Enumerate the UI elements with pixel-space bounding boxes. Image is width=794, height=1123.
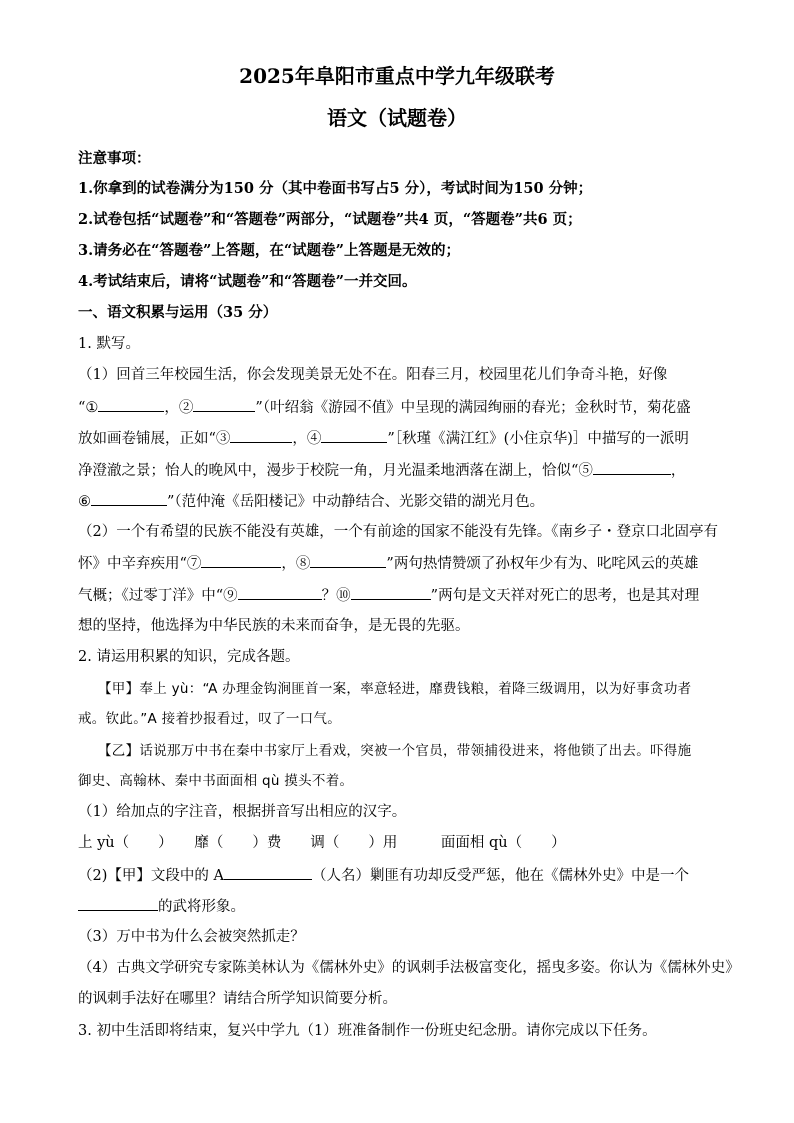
question-text: （1）回首三年校园生活，你会发现美景无处不在。阳春三月，校园里花儿们争奇斗艳，好像 xyxy=(78,367,668,383)
question-text xyxy=(78,397,718,418)
pinyin-answer-line[interactable]: 上 yù（ ） 靡（ ）费 调（ ）用 面面相 qù（ ） xyxy=(78,835,566,851)
answer-blank[interactable] xyxy=(230,428,292,443)
question-text xyxy=(78,585,718,606)
answer-blank[interactable] xyxy=(78,896,158,911)
notice-item: 4.考试结束后，请将“试题卷”和“答题卷”一并交回。 xyxy=(78,273,417,290)
text-segment: ， xyxy=(670,463,686,479)
answer-blank[interactable] xyxy=(593,460,671,475)
question-label: 1. 默写。 xyxy=(78,336,140,352)
text-segment: ，② xyxy=(164,400,194,416)
answer-blank[interactable] xyxy=(351,585,431,600)
question-text xyxy=(78,428,718,449)
notice-item: 3.请务必在“答题卷”上答题，在“试题卷”上答题是无效的； xyxy=(78,242,460,259)
answer-blank[interactable] xyxy=(98,397,164,412)
passage-jia: 【甲】奉上 yù：“A 办理金钩涧匪首一案，率意轻进，靡费钱粮，着降三级调用，以为好事贪功者 xyxy=(98,681,692,697)
text-segment: 气概；《过零丁洋》中“⑨ xyxy=(78,588,238,604)
question-text: （2）一个有希望的民族不能没有英雄，一个有前途的国家不能没有先锋。《南乡子・登京口北固亭有 xyxy=(78,524,718,540)
question-text xyxy=(78,491,718,512)
text-segment: ”［秋瑾《满江红》(小住京华)］中描写的一派明 xyxy=(387,431,689,447)
exam-subtitle: 语文（试题卷） xyxy=(327,106,467,130)
answer-blank[interactable] xyxy=(310,553,386,568)
text-segment: 怀》中辛弃疾用“⑦ xyxy=(78,556,202,572)
passage-yi: 御史、高翰林、秦中书面面相 qù 摸头不着。 xyxy=(78,773,354,789)
notice-item: 1.你拿到的试卷满分为150 分（其中卷面书写占5 分），考试时间为150 分钟； xyxy=(78,180,593,197)
passage-yi: 【乙】话说那万中书在秦中书家厅上看戏，突被一个官员，带领捕役进来，将他锁了出去。吓得施 xyxy=(98,743,692,759)
text-segment: 净澄澈之景；怡人的晚风中，漫步于校院一角，月光温柔地洒落在湖上，恰似“⑤ xyxy=(78,463,593,479)
text-segment: （2)【甲】文段中的 A xyxy=(78,868,224,884)
answer-blank[interactable] xyxy=(238,585,322,600)
question-text: 想的坚持，他选择为中华民族的未来而奋争，是无畏的先驱。 xyxy=(78,618,470,634)
text-segment: 的武将形象。 xyxy=(158,899,245,915)
question-text xyxy=(78,460,718,481)
answer-blank[interactable] xyxy=(201,553,281,568)
text-segment: ”两句热情赞颂了孙权年少有为、叱咤风云的英雄 xyxy=(386,556,699,572)
exam-title: 2025年阜阳市重点中学九年级联考 xyxy=(239,64,555,88)
text-segment: ，⑧ xyxy=(281,556,311,572)
text-segment: “① xyxy=(78,400,99,416)
question-text: （4）古典文学研究专家陈美林认为《儒林外史》的讽刺手法极富变化，摇曳多姿。你认为《儒林外史》 xyxy=(78,960,740,976)
notice-heading: 注意事项： xyxy=(78,150,151,167)
answer-blank[interactable] xyxy=(91,491,167,506)
question-label: 3. 初中生活即将结束，复兴中学九（1）班准备制作一份班史纪念册。请你完成以下任务。 xyxy=(78,1023,657,1039)
question-text: 的讽刺手法好在哪里？请结合所学知识简要分析。 xyxy=(78,991,397,1007)
question-text xyxy=(78,865,718,886)
answer-blank[interactable] xyxy=(321,428,387,443)
notice-item: 2.试卷包括“试题卷”和“答题卷”两部分，“试题卷”共4 页，“答题卷”共6 页； xyxy=(78,211,582,228)
text-segment: ？⑩ xyxy=(321,588,351,604)
text-segment: ⑥ xyxy=(78,494,91,510)
text-segment: ，④ xyxy=(292,431,322,447)
question-label: 2. 请运用积累的知识，完成各题。 xyxy=(78,649,300,665)
passage-jia: 戒。钦此。”A 接着抄报看过，叹了一口气。 xyxy=(78,711,342,727)
question-text xyxy=(78,553,718,574)
question-text xyxy=(78,896,718,917)
answer-blank[interactable] xyxy=(224,865,312,880)
text-segment: （人名）剿匪有功却反受严惩，他在《儒林外史》中是一个 xyxy=(311,868,689,884)
section-heading: 一、语文积累与运用（35 分） xyxy=(78,304,278,321)
question-text: （1）给加点的字注音，根据拼音写出相应的汉字。 xyxy=(78,804,407,820)
answer-blank[interactable] xyxy=(193,397,255,412)
question-text: （3）万中书为什么会被突然抓走？ xyxy=(78,929,305,945)
text-segment: ”（范仲淹《岳阳楼记》中动静结合、光影交错的湖光月色。 xyxy=(167,494,545,510)
text-segment: ”（叶绍翁《游园不值》中呈现的满园绚丽的春光；金秋时节，菊花盛 xyxy=(255,400,691,416)
text-segment: 放如画卷铺展，正如“③ xyxy=(78,431,231,447)
text-segment: ”两句是文天祥对死亡的思考，也是其对理 xyxy=(430,588,700,604)
